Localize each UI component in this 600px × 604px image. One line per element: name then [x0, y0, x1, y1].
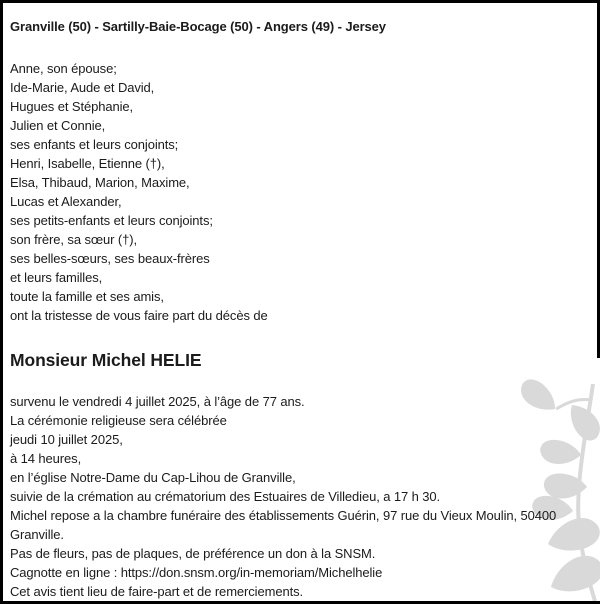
detail-line: jeudi 10 juillet 2025, — [10, 432, 123, 447]
detail-line: La cérémonie religieuse sera célébrée — [10, 413, 227, 428]
family-line: Elsa, Thibaud, Marion, Maxime, — [10, 175, 190, 190]
family-line: toute la famille et ses amis, — [10, 289, 164, 304]
frame-border-top — [0, 0, 600, 3]
detail-line: survenu le vendredi 4 juillet 2025, à l’âge de 77 ans. — [10, 394, 305, 409]
family-line: Julien et Connie, — [10, 118, 106, 133]
family-line: Lucas et Alexander, — [10, 194, 122, 209]
family-line: ses belles-sœurs, ses beaux-frères — [10, 251, 210, 266]
family-line: son frère, sa sœur (†), — [10, 232, 138, 247]
detail-line: Pas de fleurs, pas de plaques, de préférence un don à la SNSM. — [10, 546, 376, 561]
family-line: Ide-Marie, Aude et David, — [10, 80, 155, 95]
family-line: ses enfants et leurs conjoints; — [10, 137, 179, 152]
family-line: Anne, son épouse; — [10, 61, 117, 76]
detail-line: Cagnotte en ligne : https://don.snsm.org/in-memoriam/Michelhelie — [10, 565, 383, 580]
funeral-details — [10, 392, 591, 601]
family-line: Henri, Isabelle, Etienne (†), — [10, 156, 165, 171]
family-line: et leurs familles, — [10, 270, 103, 285]
family-line: Hugues et Stéphanie, — [10, 99, 134, 114]
detail-line: Granville. — [10, 527, 64, 542]
detail-line: en l’église Notre-Dame du Cap-Lihou de Granville, — [10, 470, 296, 485]
notice-content — [3, 3, 597, 601]
deceased-name: Monsieur Michel HELIE — [10, 350, 202, 370]
detail-line: à 14 heures, — [10, 451, 82, 466]
detail-line: Cet avis tient lieu de faire-part et de remerciements. — [10, 584, 304, 599]
detail-line: suivie de la crémation au crématorium des Estuaires de Villedieu, a 17 h 30. — [10, 489, 441, 504]
locations-header: Granville (50) - Sartilly-Baie-Bocage (50) - Angers (49) - Jersey — [10, 19, 386, 34]
family-line: ont la tristesse de vous faire part du décès de — [10, 308, 268, 323]
family-list — [10, 59, 591, 325]
frame-border-left — [0, 0, 3, 604]
family-line: ses petits-enfants et leurs conjoints; — [10, 213, 213, 228]
detail-line: Michel repose a la chambre funéraire des établissements Guérin, 97 rue du Vieux Moulin, 50400 — [10, 508, 557, 523]
